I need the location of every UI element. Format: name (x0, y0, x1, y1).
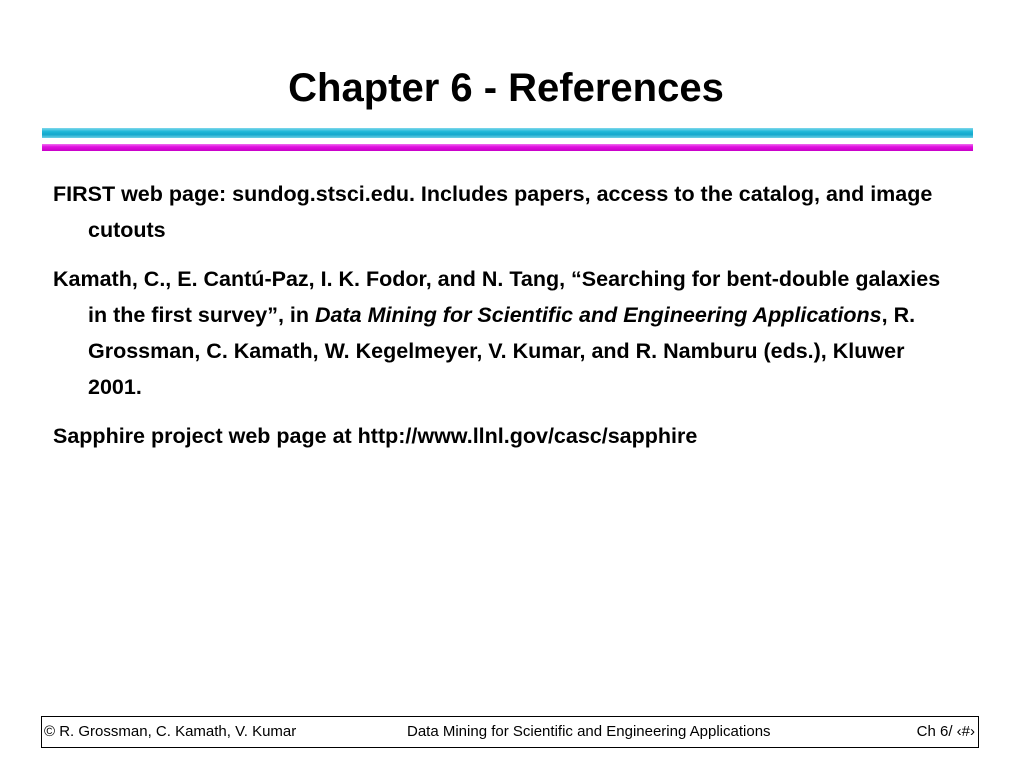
footer-page-number: Ch 6/ ‹#› (916, 723, 975, 740)
reference-sapphire-page (53, 418, 953, 454)
reference-text: FIRST web page: sundog.stsci.edu. Includes papers, access to the catalog, and image cutouts (53, 182, 933, 242)
reference-first-web-page (53, 176, 953, 248)
reference-text-before: Kamath, C., E. Cantú-Paz, I. K. Fodor, and N. Tang, “Searching for bent-double galaxies in the first survey”, in (53, 267, 941, 327)
reference-text-after: , R. Grossman, C. Kamath, W. Kegelmeyer, V. Kumar, and R. Namburu (eds.), Kluwer 2001. (88, 303, 916, 399)
reference-book-title: Data Mining for Scientific and Engineering Applications (315, 303, 882, 327)
title-divider-cyan (42, 128, 973, 138)
title-divider-magenta (42, 144, 973, 151)
footer-book-title: Data Mining for Scientific and Engineering Applications (407, 723, 771, 740)
slide-title: Chapter 6 - References (288, 66, 724, 110)
reference-text: Sapphire project web page at http://www.llnl.gov/casc/sapphire (53, 424, 698, 448)
footer-copyright: © R. Grossman, C. Kamath, V. Kumar (44, 723, 297, 740)
reference-kamath-paper (53, 261, 953, 405)
slide-footer (41, 716, 979, 748)
references-list (53, 176, 953, 467)
